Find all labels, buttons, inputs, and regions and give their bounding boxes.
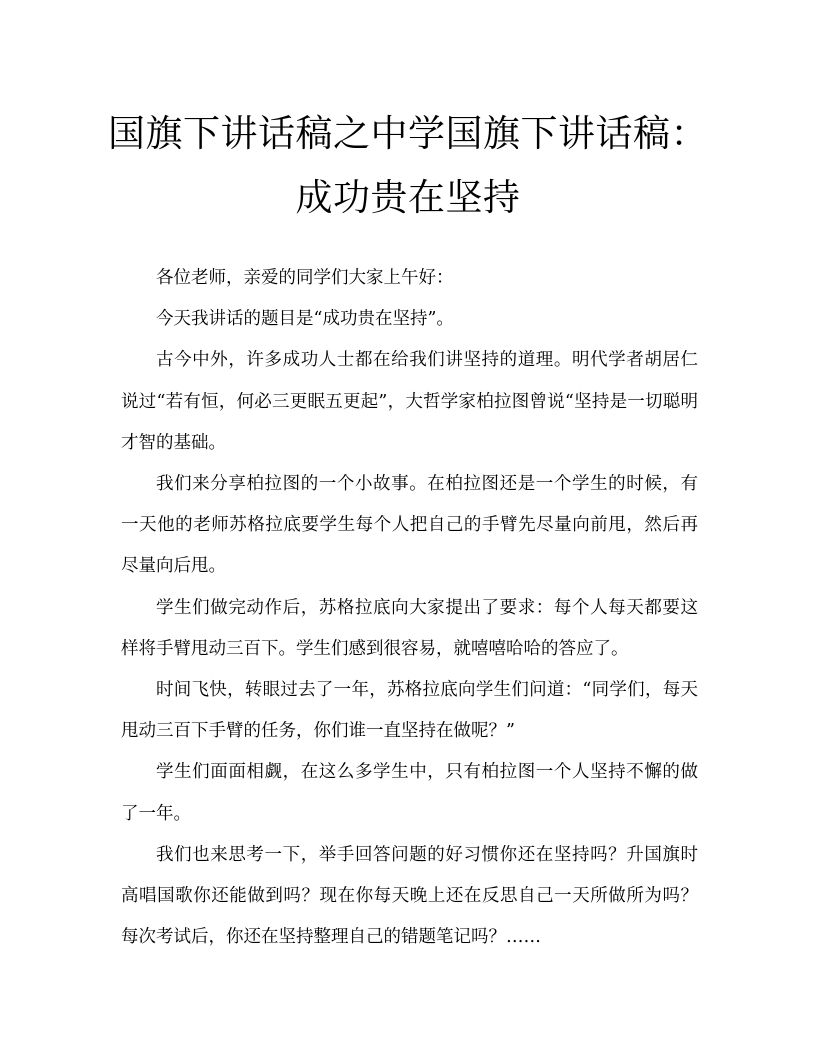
paragraph-task: 学生们做完动作后，苏格拉底向大家提出了要求：每个人每天都要这样将手臂甩动三百下。学生们感到很容易，就嘻嘻哈哈的答应了。: [121, 597, 698, 659]
paragraph-topic: 今天我讲话的题目是“成功贵在坚持”。: [156, 309, 454, 330]
document-body: [121, 258, 698, 958]
paragraph-greeting: 各位老师，亲爱的同学们大家上午好：: [156, 268, 454, 288]
paragraph-one-year-later: 时间飞快，转眼过去了一年，苏格拉底向学生们问道：“同学们，每天甩动三百下手臂的任务，你们谁一直坚持在做呢？”: [121, 680, 698, 742]
paragraph-quotes: 古今中外，许多成功人士都在给我们讲坚持的道理。明代学者胡居仁说过“若有恒，何必三更眠五更起”，大哲学家柏拉图曾说“坚持是一切聪明才智的基础。: [121, 350, 698, 453]
document-title: 国旗下讲话稿之中学国旗下讲话稿：成功贵在坚持: [108, 112, 708, 219]
paragraph-only-plato: 学生们面面相觑，在这么多学生中，只有柏拉图一个人坚持不懈的做了一年。: [121, 762, 698, 824]
paragraph-story-intro: 我们来分享柏拉图的一个小故事。在柏拉图还是一个学生的时候，有一天他的老师苏格拉底要学生每个人把自己的手臂先尽量向前甩，然后再尽量向后甩。: [121, 474, 698, 577]
paragraph-reflection: 我们也来思考一下，举手回答问题的好习惯你还在坚持吗？升国旗时高唱国歌你还能做到吗？现在你每天晚上还在反思自己一天所做所为吗？每次考试后，你还在坚持整理自己的错题笔记吗？……: [121, 844, 698, 948]
